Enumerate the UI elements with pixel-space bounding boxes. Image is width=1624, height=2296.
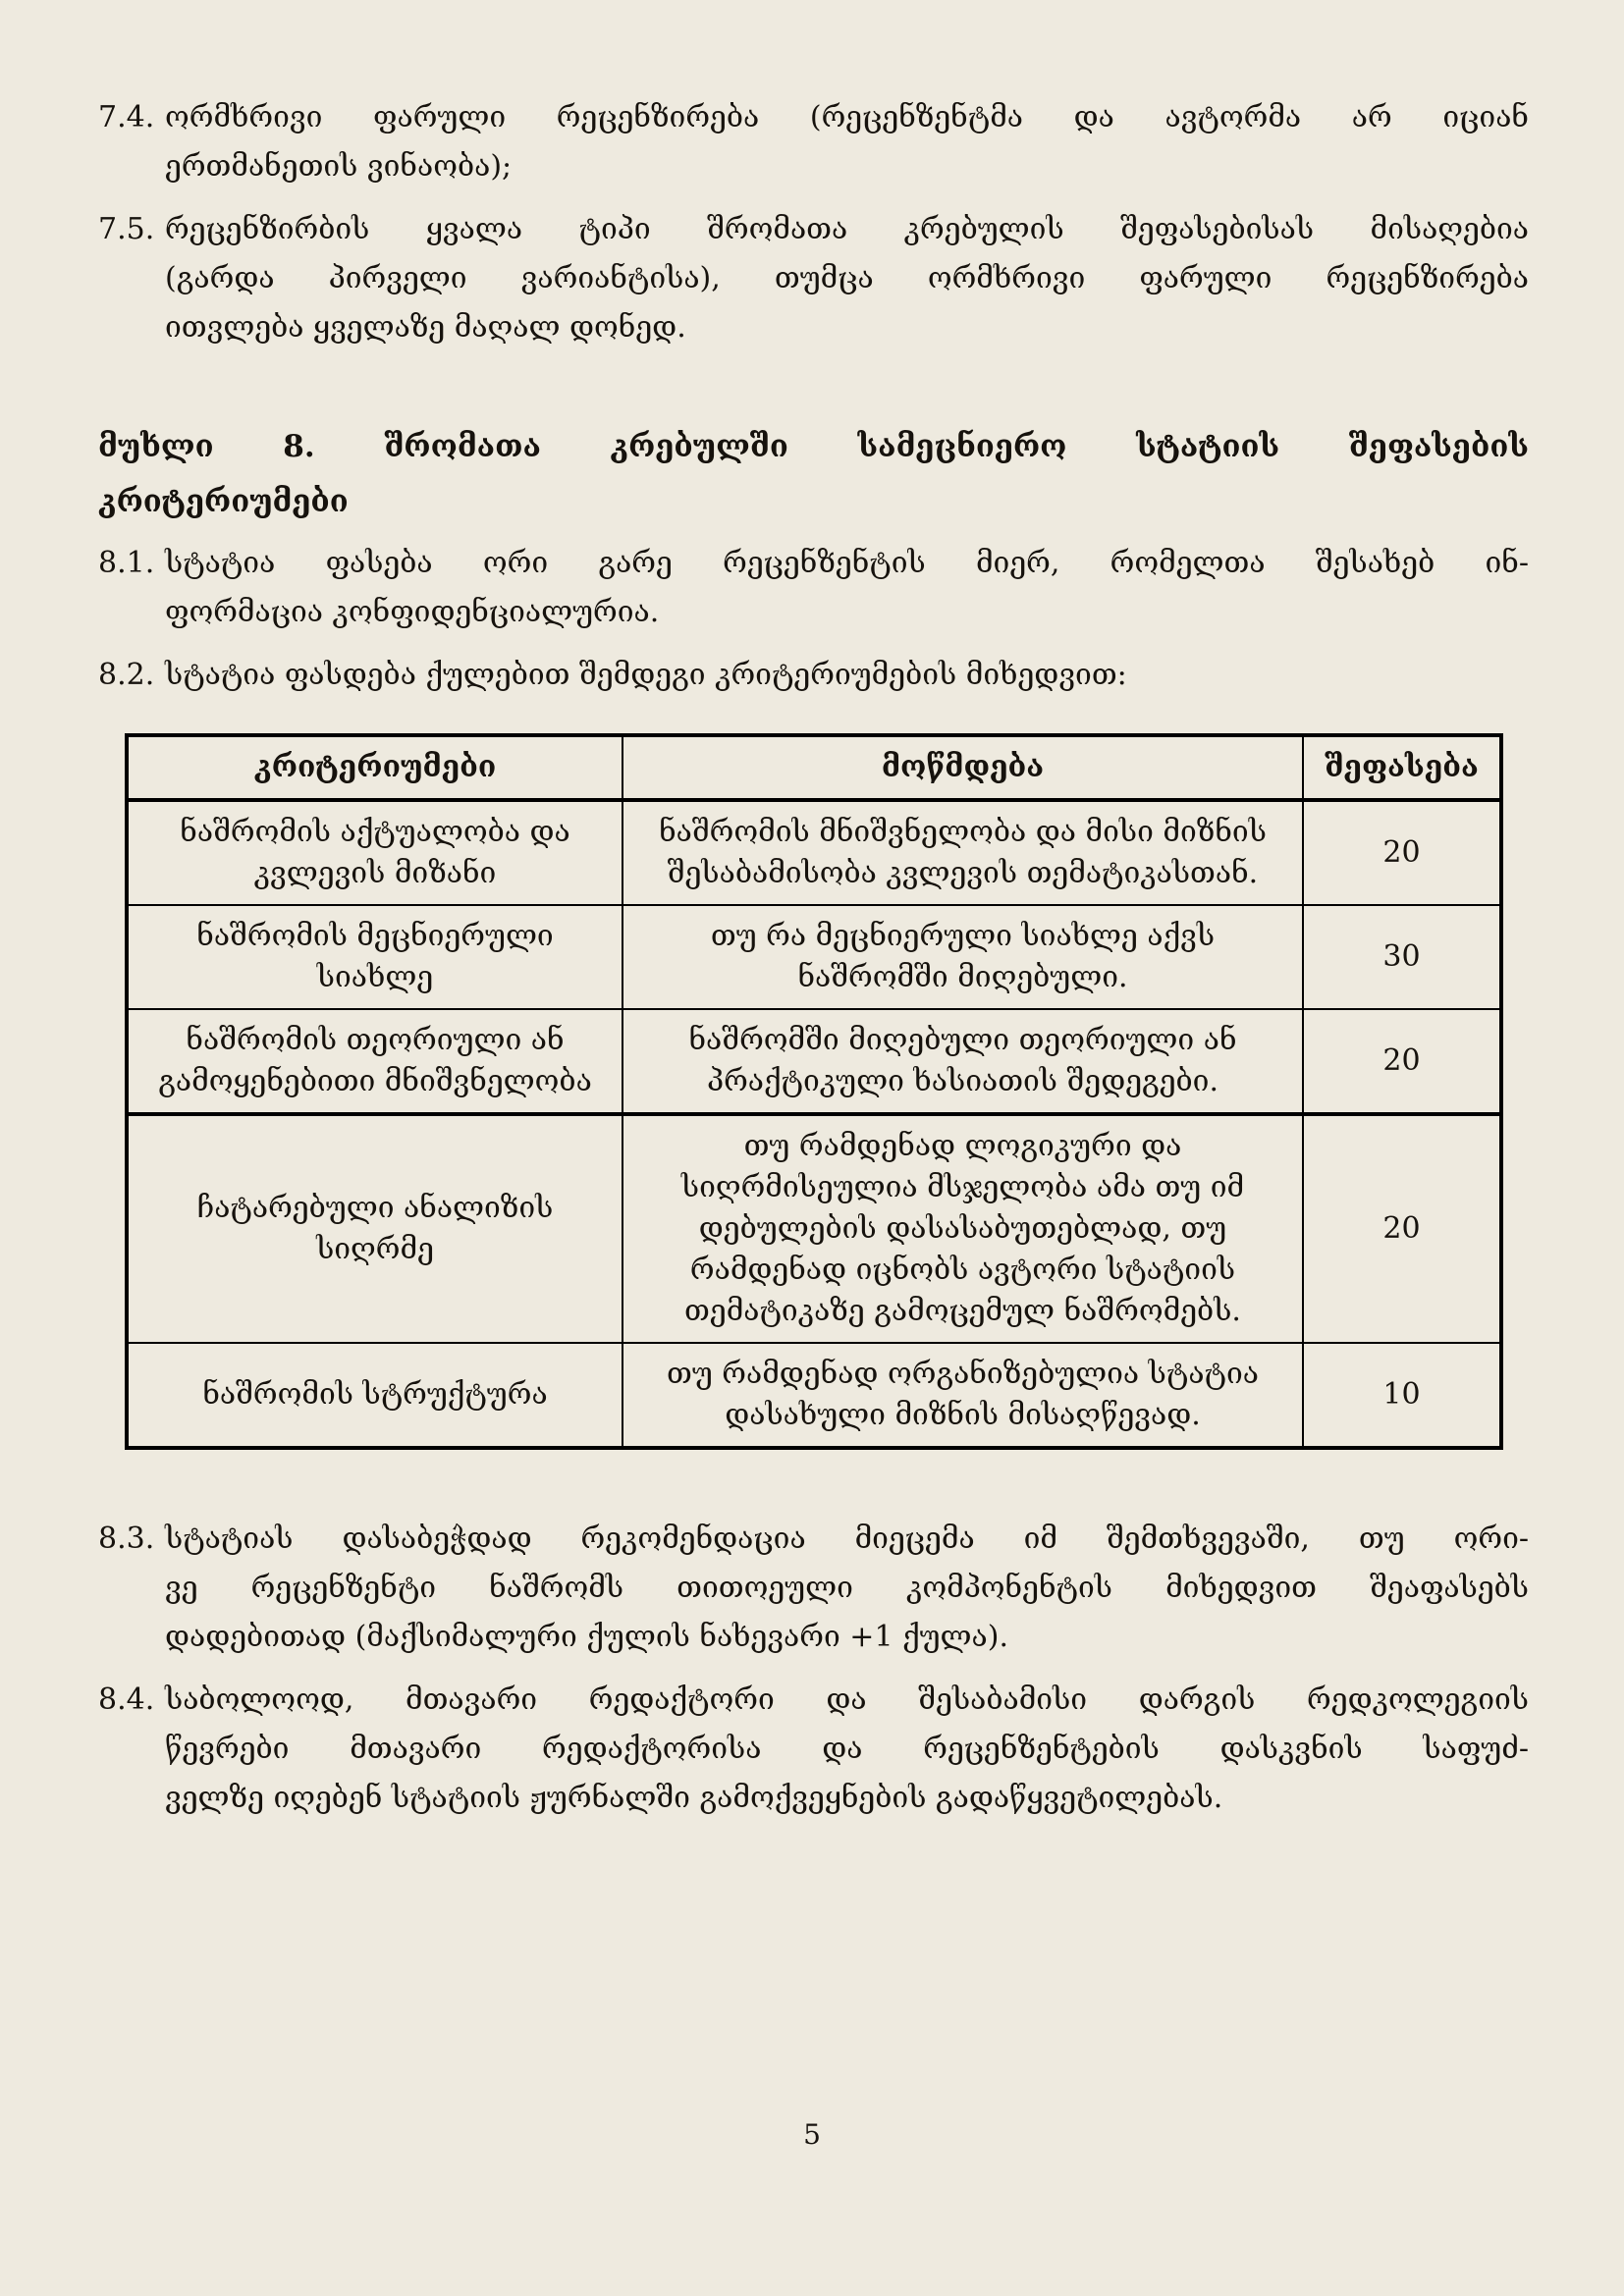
criterion-cell: ნაშრომის სტრუქტურა (127, 1343, 623, 1448)
numbered-paragraph (98, 1676, 1529, 1823)
section-article-8-final-items (98, 1515, 1529, 1823)
page-number: 5 (803, 2118, 821, 2151)
score-cell: 20 (1303, 1114, 1501, 1343)
text-line: საბოლოოდ, მთავარი რედაქტორი და შესაბამისი დარგის რედკოლეგიის (165, 1682, 1529, 1717)
table-row (127, 800, 1501, 905)
text-line: სტატია ფასება ორი გარე რეცენზენტის მიერ, რომელთა შესახებ ინ- (165, 546, 1529, 580)
paragraph-number: 8.4. (98, 1682, 155, 1717)
paragraph-text (165, 1515, 1529, 1662)
description-cell: თუ რამდენად ლოგიკური და სიღრმისეულია მსჯელობა ამა თუ იმ დებულების დასასაბუთებლად, თუ რამდენად იცნობს ავტორი სტატიის თემატიკაზე გამოცემულ ნაშრომებს. (623, 1114, 1303, 1343)
paragraph-number: 7.5. (98, 212, 155, 246)
paragraph-text (165, 651, 1529, 700)
text-line: (გარდა პირველი ვარიანტისა), თუმცა ორმხრივი ფარული რეცენზირება (165, 261, 1529, 295)
paragraph-text (165, 205, 1529, 352)
text-line: სტატია ფასდება ქულებით შემდეგი კრიტერიუმების მიხედვით: (165, 658, 1127, 692)
criteria-table-container (125, 733, 1529, 1450)
description-cell: თუ რამდენად ორგანიზებულია სტატია დასახული მიზნის მისაღწევად. (623, 1343, 1303, 1448)
article-8-heading (98, 419, 1529, 529)
heading-line: კრიტერიუმები (98, 484, 349, 519)
text-line: სტატიას დასაბეჭდად რეკომენდაცია მიეცემა იმ შემთხვევაში, თუ ორი- (165, 1522, 1529, 1556)
text-line: ორმხრივი ფარული რეცენზირება (რეცენზენტმა და ავტორმა არ იციან (165, 100, 1529, 134)
heading-line: მუხლი 8. შრომათა კრებულში სამეცნიერო სტატიის შეფასების (98, 429, 1529, 464)
paragraph-number: 7.4. (98, 100, 155, 134)
description-cell: თუ რა მეცნიერული სიახლე აქვს ნაშრომში მიღებული. (623, 905, 1303, 1009)
description-cell: ნაშრომში მიღებული თეორიული ან პრაქტიკული ხასიათის შედეგები. (623, 1009, 1303, 1114)
score-cell: 20 (1303, 800, 1501, 905)
paragraph-text (165, 93, 1529, 191)
numbered-paragraph (98, 539, 1529, 637)
text-line: წევრები მთავარი რედაქტორისა და რეცენზენტების დასკვნის საფუძ- (165, 1732, 1529, 1766)
column-header-score: შეფასება (1303, 735, 1501, 800)
evaluation-criteria-table (125, 733, 1503, 1450)
text-line: რეცენზირბის ყვალა ტიპი შრომათა კრებულის შეფასებისას მისაღებია (165, 212, 1529, 246)
table-row (127, 1114, 1501, 1343)
text-line: ფორმაცია კონფიდენციალურია. (165, 595, 660, 629)
paragraph-number: 8.1. (98, 546, 155, 580)
section-article-8-intro-items (98, 539, 1529, 700)
score-cell: 30 (1303, 905, 1501, 1009)
paragraph-number: 8.3. (98, 1522, 155, 1556)
score-cell: 10 (1303, 1343, 1501, 1448)
numbered-paragraph (98, 651, 1529, 700)
text-line: ითვლება ყველაზე მაღალ დონედ. (165, 310, 686, 345)
column-header-checked: მოწმდება (623, 735, 1303, 800)
description-cell: ნაშრომის მნიშვნელობა და მისი მიზნის შესაბამისობა კვლევის თემატიკასთან. (623, 800, 1303, 905)
numbered-paragraph (98, 205, 1529, 352)
criterion-cell: ნაშრომის თეორიული ან გამოყენებითი მნიშვნელობა (127, 1009, 623, 1114)
paragraph-number: 8.2. (98, 658, 155, 692)
numbered-paragraph (98, 93, 1529, 191)
text-line: დადებითად (მაქსიმალური ქულის ნახევარი +1 ქულა). (165, 1620, 1008, 1654)
table-row (127, 1343, 1501, 1448)
paragraph-text (165, 539, 1529, 637)
score-cell: 20 (1303, 1009, 1501, 1114)
table-header-row (127, 735, 1501, 800)
paragraph-text (165, 1676, 1529, 1823)
criterion-cell: ნაშრომის მეცნიერული სიახლე (127, 905, 623, 1009)
numbered-paragraph (98, 1515, 1529, 1662)
section-article-7-items (98, 93, 1529, 352)
table-row (127, 1009, 1501, 1114)
criterion-cell: ნაშრომის აქტუალობა და კვლევის მიზანი (127, 800, 623, 905)
text-line: ველზე იღებენ სტატიის ჟურნალში გამოქვეყნების გადაწყვეტილებას. (165, 1781, 1223, 1815)
text-line: ვე რეცენზენტი ნაშრომს თითოეული კომპონენტის მიხედვით შეაფასებს (165, 1571, 1529, 1605)
criterion-cell: ჩატარებული ანალიზის სიღრმე (127, 1114, 623, 1343)
table-row (127, 905, 1501, 1009)
text-line: ერთმანეთის ვინაობა); (165, 149, 513, 184)
column-header-criteria: კრიტერიუმები (127, 735, 623, 800)
